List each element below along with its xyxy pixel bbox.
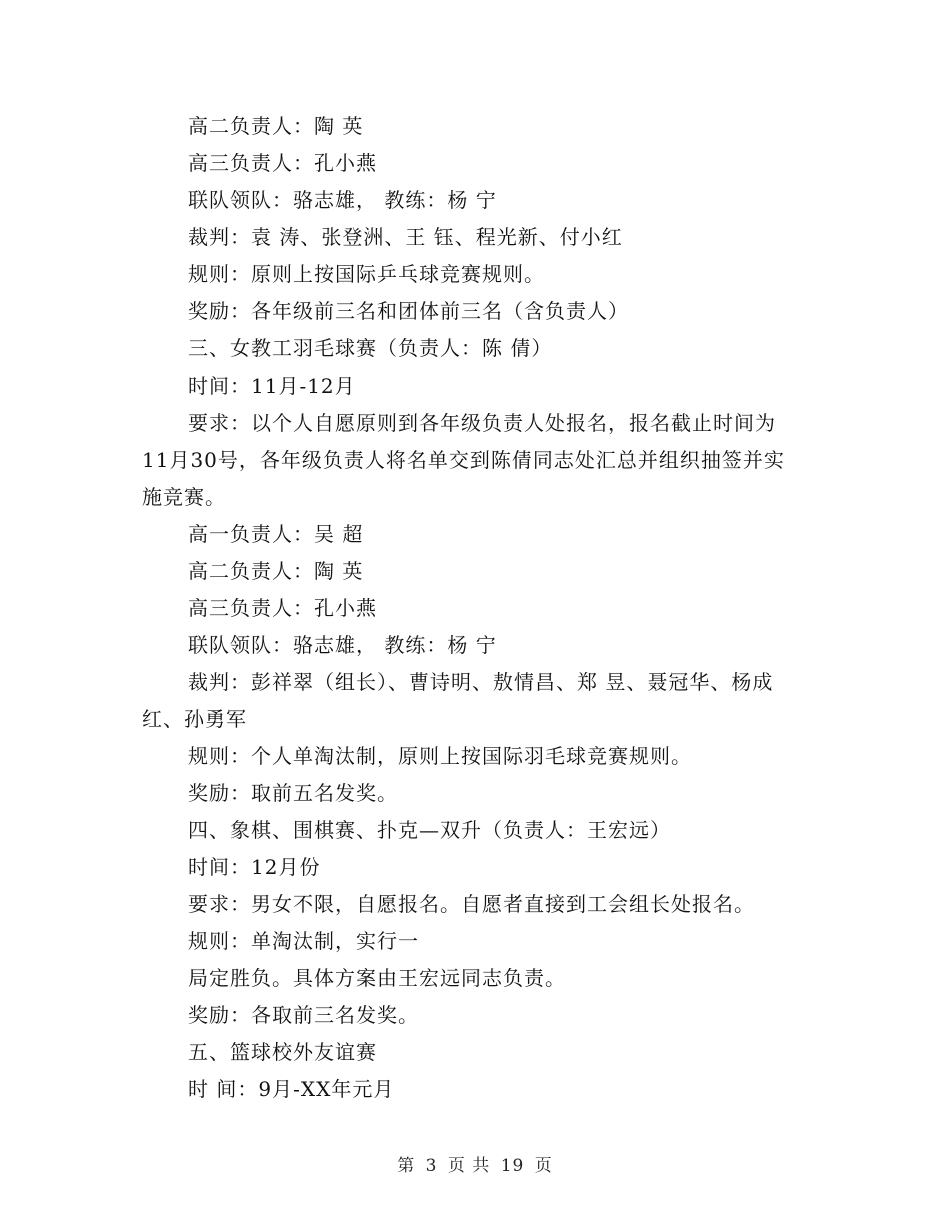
text-line: 高一负责人：吴 超: [188, 522, 364, 546]
section-heading: 四、象棋、围棋赛、扑克—双升（负责人：王宏远）: [188, 818, 671, 842]
text-line: 高三负责人：孔小燕: [188, 596, 377, 620]
text-line: 时 间：9月-XX年元月: [188, 1077, 395, 1101]
footer-suffix: 页: [534, 1156, 553, 1176]
text-line: 要求：以个人自愿原则到各年级负责人处报名，报名截止时间为: [188, 411, 776, 435]
text-line: 规则：个人单淘汰制，原则上按国际羽毛球竞赛规则。: [188, 744, 692, 768]
text-line: 奖励：取前五名发奖。: [188, 781, 398, 805]
text-line: 时间：12月份: [188, 855, 321, 879]
page-footer: [0, 1155, 950, 1177]
text-line: 施竞赛。: [142, 485, 226, 509]
text-line: 联队领队：骆志雄， 教练：杨 宁: [188, 633, 497, 657]
text-line: 高三负责人：孔小燕: [188, 151, 377, 175]
section-heading: 三、女教工羽毛球赛（负责人：陈 倩）: [188, 336, 553, 360]
text-line: 局定胜负。具体方案由王宏远同志负责。: [188, 966, 566, 990]
text-line: 时间：11月-12月: [188, 374, 356, 398]
text-line: 联队领队：骆志雄， 教练：杨 宁: [188, 188, 497, 212]
footer-middle: 页 共: [447, 1156, 491, 1176]
text-line: 裁判：彭祥翠（组长）、曹诗明、敖情昌、郑 昱、聂冠华、杨成: [188, 670, 774, 694]
text-line: 裁判：袁 涛、张登洲、王 钰、程光新、付小红: [188, 225, 623, 249]
text-line: 要求：男女不限，自愿报名。自愿者直接到工会组长处报名。: [188, 892, 755, 916]
footer-prefix: 第: [397, 1156, 416, 1176]
text-line: 高二负责人：陶 英: [188, 559, 364, 583]
text-line: 红、孙勇军: [142, 707, 247, 731]
text-line: 奖励：各取前三名发奖。: [188, 1003, 419, 1027]
text-line: 高二负责人：陶 英: [188, 114, 364, 138]
text-line: 规则：原则上按国际乒乓球竞赛规则。: [188, 262, 545, 286]
footer-page-number: 3: [425, 1156, 438, 1176]
text-line: 奖励：各年级前三名和团体前三名（含负责人）: [188, 299, 629, 323]
section-heading: 五、篮球校外友谊赛: [188, 1040, 377, 1064]
text-line: 11月30号，各年级负责人将名单交到陈倩同志处汇总并组织抽签并实: [142, 448, 785, 472]
text-line: 规则：单淘汰制，实行一: [188, 929, 419, 953]
footer-total-pages: 19: [500, 1156, 525, 1176]
